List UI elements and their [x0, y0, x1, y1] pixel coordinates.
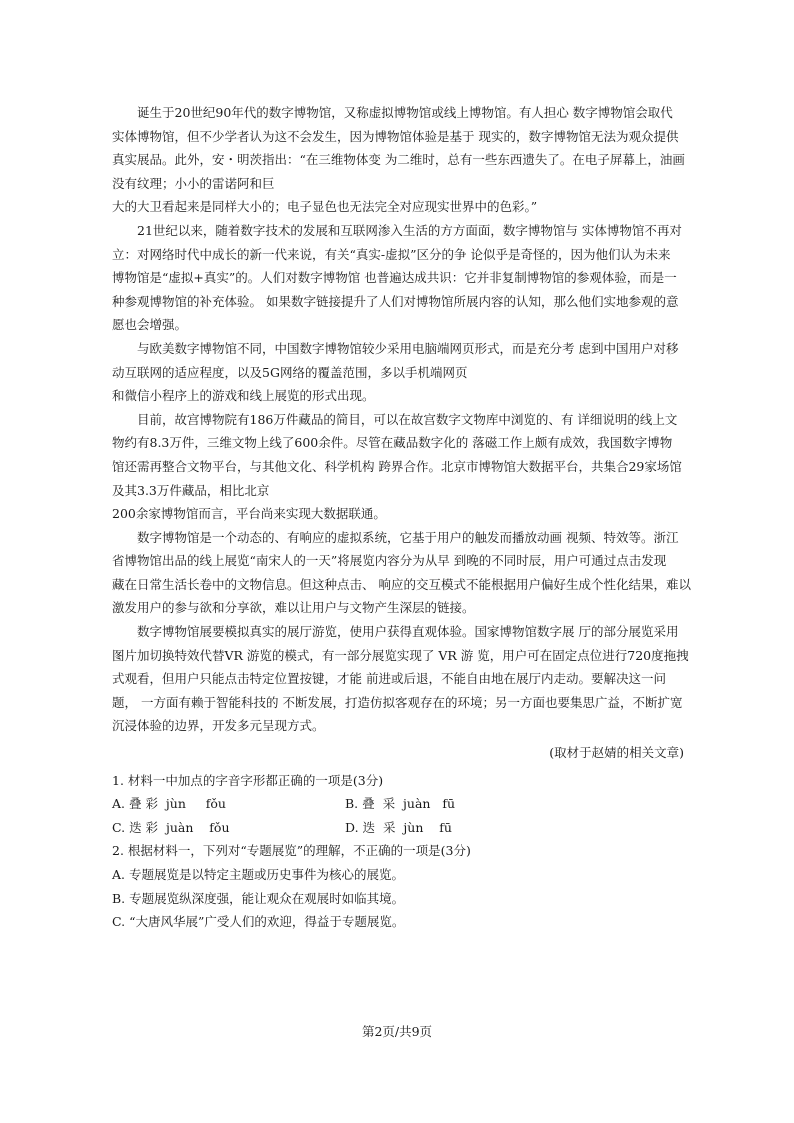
options-row — [112, 792, 684, 816]
option-a[interactable]: A. 专题展览是以特定主题或历史事件为核心的展览。 — [112, 867, 404, 882]
article-paragraph-5 — [112, 526, 691, 620]
text-line: 目前，故宫博物院有186万件藏品的简目，可以在故宫数字文物库中浏览的、有 详细说明的线上文 — [137, 411, 678, 427]
text-line: 21世纪以来，随着数字技术的发展和互联网渗入生活的方方面面，数字博物馆与 实体博物馆不再对 — [137, 222, 682, 238]
text-line: 诞生于20世纪90年代的数字博物馆，又称虚拟博物馆或线上博物馆。有人担心 数字博物馆会取代 — [137, 105, 673, 120]
text-line: 藏在日常生活长卷中的文物信息。但这种点击、 响应的交互模式不能根据用户偏好生成个性化结果，难以 — [112, 576, 691, 592]
text-line: 和微信小程序上的游戏和线上展览的形式出现。 — [112, 388, 375, 404]
option-d[interactable]: D. 迭 采 jùn fū — [345, 819, 452, 835]
option-c[interactable]: C. “大唐风华展”广受人们的欢迎，得益于专题展览。 — [112, 914, 405, 930]
text-line: 激发用户的参与欲和分享欲，难以让用户与文物产生深层的链接。 — [112, 600, 475, 616]
text-line: 馆还需再整合文物平台，与其他文化、科学机构 跨界合作。北京市博物馆大数据平台，共集合29家场馆 — [112, 458, 682, 474]
text-line: 愿也会增强。 — [112, 317, 188, 333]
text-line: 200余家博物馆而言，平台尚来实现大数据联通。 — [112, 506, 386, 522]
page-number: 第2页/共9页 — [361, 1024, 433, 1039]
question-2 — [112, 839, 684, 933]
text-line: 与欧美数字博物馆不同，中国数字博物馆较少采用电脑端网页形式，而是充分考 虑到中国用户对移 — [137, 340, 679, 356]
text-line: 及其3.3万件藏品，相比北京 — [112, 482, 270, 498]
option-c[interactable]: C. 迭 彩 juàn fǒu — [112, 819, 230, 835]
question-1 — [112, 769, 684, 840]
text-line: 种参观博物馆的补充体验。 如果数字链接提升了人们对博物馆所展内容的认知，那么他们实地参观的意 — [112, 293, 679, 309]
text-line: 真实展品。此外，安・明茨指出：“在三维物体变 为二维时，总有一些东西遗失了。在电子屏幕上，油画 — [112, 152, 685, 168]
article-paragraph-1 — [112, 101, 684, 219]
article-paragraph-4 — [112, 408, 684, 526]
article-paragraph-3 — [112, 337, 684, 408]
option-a[interactable]: A. 叠 彩 jùn fǒu — [112, 796, 226, 812]
article-paragraph-2 — [112, 219, 684, 337]
article-source: (取材于赵婧的相关文章) — [549, 745, 684, 761]
text-line: 数字博物馆展要模拟真实的展厅游览，使用户获得直观体验。国家博物馆数字展 厅的部分展览采用 — [137, 624, 679, 640]
question-stem: 1. 材料一中加点的字音字形都正确的一项是(3分) — [112, 772, 384, 788]
text-line: 物约有8.3万件，三维文物上线了600余件。尽管在藏品数字化的 落磁工作上颇有成效，我国数字博物 — [112, 435, 673, 451]
text-line: 大的大卫看起来是同样大小的；电子显色也无法完全对应现实世界中的色彩。” — [112, 199, 538, 215]
option-b[interactable]: B. 专题展览纵深度强，能让观众在观展时如临其境。 — [112, 890, 405, 906]
text-line: 博物馆是“虚拟+真实”的。人们对数字博物馆 也普遍达成共识：它并非复制博物馆的参观体验，而是一 — [112, 270, 677, 286]
text-line: 沉浸体验的边界，开发多元呈现方式。 — [112, 718, 325, 734]
question-stem: 2. 根据材料一，下列对“专题展览”的理解，不正确的一项是(3分) — [112, 843, 471, 859]
text-line: 式观看，但用户只能点击特定位置按键，才能 前进或后退，不能自由地在展厅内走动。要解决这一问 — [112, 671, 666, 687]
text-line: 图片加切换特效代替VR 游览的模式，有一部分展览实现了 VR 游 览，用户可在固定点位进行720度拖拽 — [112, 647, 689, 663]
text-line: 动互联网的适应程度，以及5G网络的覆盖范围，多以手机端网页 — [112, 364, 468, 380]
options-row — [112, 816, 684, 840]
text-line: 省博物馆出品的线上展览“南宋人的一天”将展览内容分为从早 到晚的不同时辰，用户可通过点击发现 — [112, 553, 667, 569]
text-line: 没有纹理；小小的雷诺阿和巨 — [112, 175, 275, 191]
option-b[interactable]: B. 叠 采 juàn fū — [345, 796, 456, 812]
text-line: 数字博物馆是一个动态的、有响应的虚拟系统，它基于用户的触发而播放动画 视频、特效等。浙江 — [137, 529, 679, 545]
text-line: 题， 一方面有赖于智能科技的 不断发展，打造仿拟客观存在的环境；另一方面也要集思广益，不断扩宽 — [112, 694, 683, 710]
text-line: 实体博物馆，但不少学者认为这不会发生，因为博物馆体验是基于 现实的，数字博物馆无法为观众提供 — [112, 128, 679, 144]
text-line: 立：对网络时代中成长的新一代来说，有关“真实-虚拟”区分的争 论似乎是奇怪的，因为他们认为未来 — [112, 246, 671, 262]
article-paragraph-6 — [112, 620, 689, 738]
article-body — [112, 101, 691, 934]
